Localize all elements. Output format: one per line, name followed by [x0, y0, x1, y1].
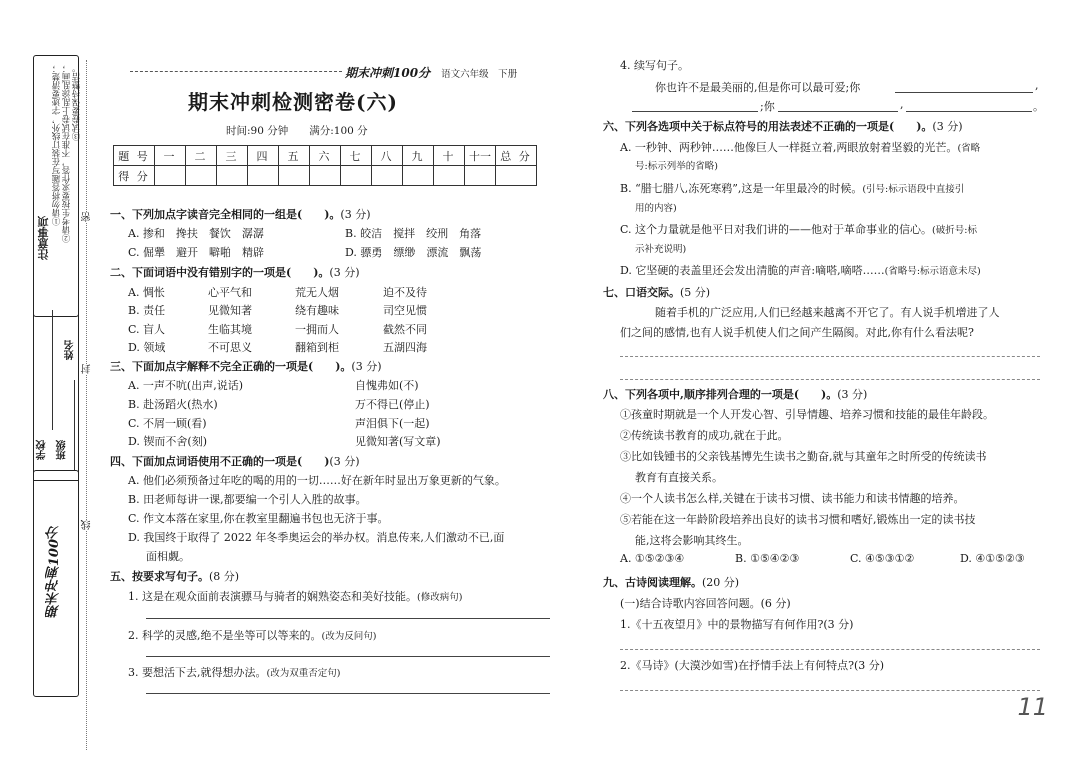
s9-q2-answer-line[interactable]	[620, 690, 1040, 691]
notes-heading: 注意事项	[37, 216, 50, 260]
s8-sentence-2: ②传统读书教育的成功,就在于此。	[620, 429, 789, 442]
header-brand: 期末冲刺100分	[345, 66, 431, 80]
s2-b3: 绕有趣味	[295, 304, 339, 317]
s4-option-b: B. 田老师每讲一课,都要编一个引人入胜的故事。	[128, 493, 367, 506]
section-9-title: 九、古诗阅读理解。(20 分)	[603, 576, 740, 589]
s8-option-b: B. ①⑤④②③	[735, 552, 800, 565]
s6-option-d: D. 它坚硬的表盖里还会发出清脆的声音:嘀嗒,嘀嗒……(省略号:标示语意未尽)	[620, 264, 981, 277]
s6-option-c-note: 示补充说明)	[635, 244, 687, 255]
score-head-cell: 三	[217, 146, 248, 166]
score-head-cell: 一	[155, 146, 186, 166]
s2-d2: 不可思义	[208, 341, 252, 354]
note-1: ①请勿将答题写在装订线外，字迹要清楚；	[52, 64, 62, 226]
s7-paragraph-2: 们之间的感情,也有人说手机使人们之间产生隔阂。对此,你有什么看法呢?	[620, 326, 974, 339]
q4-blank-1[interactable]	[895, 92, 1033, 93]
s8-sentence-4: ④一个人读书怎么样,关键在于读书习惯、读书能力和读书情趣的培养。	[620, 492, 965, 505]
s2-a2: 心平气和	[208, 286, 252, 299]
s2-b1: B. 责任	[128, 304, 166, 317]
s8-sentence-1: ①孩童时期就是一个人开发心智、引导情趣、培养习惯和技能的最佳年龄段。	[620, 408, 994, 421]
score-cell[interactable]	[341, 166, 372, 186]
s8-sentence-3a: ③比如钱锺书的父亲钱基博先生读书之勤奋,就与其童年之时所受的传统读书	[620, 450, 987, 463]
section-4-title: 四、下面加点词语使用不正确的一项是( )(3 分)	[110, 455, 360, 468]
note-2: ②请考生按要求作答，不准在试卷上乱涂乱画；	[62, 64, 72, 243]
q4-line2: ;你	[760, 100, 775, 113]
s8-sentence-3b: 教育有直接关系。	[635, 471, 723, 484]
notes-box	[33, 55, 82, 317]
s8-option-a: A. ①⑤②③④	[620, 552, 685, 565]
section-5-title: 五、按要求写句子。(8 分)	[110, 570, 240, 583]
s6-option-b: B. “腊七腊八,冻死寒鸦”,这是一年里最冷的时候。(引号:标示语段中直接引	[620, 182, 965, 195]
score-cell[interactable]	[372, 166, 403, 186]
score-head-cell: 八	[372, 146, 403, 166]
score-row	[114, 166, 537, 186]
score-cell[interactable]	[279, 166, 310, 186]
s1-option-d: D. 骠勇 缥缈 漂流 飘荡	[345, 246, 482, 259]
s4-option-d-line2: 面相觑。	[146, 550, 190, 563]
section-7-title: 七、口语交际。(5 分)	[603, 286, 711, 299]
s3-a1: A. 一声不吭(出声,说话)	[128, 379, 244, 392]
s4-option-d-line1: D. 我国终于取得了 2022 年冬季奥运会的举办权。消息传来,人们激动不已,面	[128, 531, 505, 544]
s5-q1-answer-line[interactable]	[146, 618, 550, 619]
score-table	[113, 145, 537, 186]
section-6-title: 六、下列各选项中关于标点符号的用法表述不正确的一项是( )。(3 分)	[603, 120, 963, 133]
score-head-cell: 四	[248, 146, 279, 166]
q4-comma-1: ,	[1035, 79, 1039, 92]
header-brand-row	[345, 62, 517, 81]
score-head-cell: 十	[434, 146, 465, 166]
score-cell[interactable]	[403, 166, 434, 186]
s8-option-c: C. ④⑤③①②	[850, 552, 915, 565]
q4-line1: 你也许不是最美丽的,但是你可以最可爱;你	[655, 81, 861, 94]
school-line[interactable]	[52, 310, 53, 430]
s9-q1-answer-line[interactable]	[620, 649, 1040, 650]
s8-sentence-5b: 能,这将会影响其终生。	[635, 534, 749, 547]
score-cell[interactable]	[248, 166, 279, 186]
score-cell[interactable]	[310, 166, 341, 186]
q4-title: 4. 续写句子。	[620, 59, 689, 72]
seal-mi: 密	[82, 212, 93, 222]
score-cell[interactable]	[217, 166, 248, 186]
seal-xian: 线	[82, 520, 93, 530]
s5-q2-answer-line[interactable]	[146, 656, 550, 657]
score-cell[interactable]	[434, 166, 465, 186]
s5-q3-answer-line[interactable]	[146, 693, 550, 694]
s2-b4: 司空见惯	[383, 304, 427, 317]
s3-b1: B. 赴汤蹈火(热水)	[128, 398, 218, 411]
s2-a3: 荒无人烟	[295, 286, 339, 299]
s9-subsection: (一)结合诗歌内容回答问题。(6 分)	[620, 597, 791, 610]
s3-b2: 万不得已(停止)	[355, 398, 430, 411]
s2-c4: 截然不同	[383, 323, 427, 336]
s2-a4: 迫不及待	[383, 286, 427, 299]
section-2-title: 二、下面词语中没有错别字的一项是( )。(3 分)	[110, 266, 360, 279]
q4-blank-3[interactable]	[778, 111, 898, 112]
q4-comma-2: ,	[900, 98, 904, 111]
section-3-title: 三、下面加点字解释不完全正确的一项是( )。(3 分)	[110, 360, 382, 373]
s6-option-a: A. 一秒钟、两秒钟……他像巨人一样挺立着,两眼放射着坚毅的光芒。(省略	[620, 141, 981, 154]
s1-option-a: A. 掺和 搀扶 餐饮 潺潺	[128, 227, 264, 240]
s3-d1: D. 锲而不舍(刻)	[128, 435, 208, 448]
score-head-cell: 二	[186, 146, 217, 166]
s8-sentence-5a: ⑤若能在这一年龄阶段培养出良好的读书习惯和嗜好,锻炼出一定的读书技	[620, 513, 976, 526]
s5-q2: 2. 科学的灵感,绝不是坐等可以等来的。(改为反问句)	[128, 629, 377, 642]
header-rule	[130, 71, 342, 72]
score-head-cell: 题 号	[114, 146, 155, 166]
s1-option-b: B. 皎洁 搅拌 绞刑 角落	[345, 227, 482, 240]
section-1-title: 一、下列加点字读音完全相同的一组是( )。(3 分)	[110, 208, 371, 221]
score-cell[interactable]	[186, 166, 217, 186]
s9-q1: 1.《十五夜望月》中的景物描写有何作用?(3 分)	[620, 618, 854, 631]
s2-a1: A. 惆怅	[128, 286, 165, 299]
s4-option-a: A. 他们必须预备过年吃的喝的用的一切……好在新年时显出万象更新的气象。	[128, 474, 506, 487]
score-cell[interactable]	[465, 166, 496, 186]
s5-q3: 3. 要想活下去,就得想办法。(改为双重否定句)	[128, 666, 341, 679]
page-number: 11	[1017, 693, 1048, 721]
score-head-cell: 六	[310, 146, 341, 166]
s5-q1: 1. 这是在观众面前表演骠马与骑者的娴熟姿态和美好技能。(修改病句)	[128, 590, 463, 603]
name-line[interactable]	[74, 380, 75, 470]
header-course: 语文六年级 下册	[441, 69, 518, 80]
s2-d1: D. 领域	[128, 341, 166, 354]
s1-option-c: C. 倔犟 避开 噼啪 精辟	[128, 246, 265, 259]
strip-brand: 期末冲刺100分	[47, 526, 62, 619]
s2-d3: 翻箱到柜	[295, 341, 339, 354]
score-row-label: 得 分	[114, 166, 155, 186]
section-8-title: 八、下列各项中,顺序排列合理的一项是( )。(3 分)	[603, 388, 868, 401]
s3-d2: 见微知著(写文章)	[355, 435, 441, 448]
seal-feng: 封	[82, 364, 93, 374]
s3-a2: 自愧弗如(不)	[355, 379, 419, 392]
score-head-cell: 十一	[465, 146, 496, 166]
s2-c2: 生临其境	[208, 323, 252, 336]
class-label: 班级	[57, 440, 68, 460]
s2-b2: 见微知著	[208, 304, 252, 317]
s8-option-d: D. ④①⑤②③	[960, 552, 1025, 565]
cut-line	[86, 60, 87, 750]
score-cell[interactable]	[155, 166, 186, 186]
name-label: 姓名	[65, 340, 76, 360]
s2-c3: 一拥而人	[295, 323, 339, 336]
score-head-cell: 七	[341, 146, 372, 166]
s2-d4: 五湖四海	[383, 341, 427, 354]
s2-c1: C. 盲人	[128, 323, 166, 336]
s7-answer-line-2[interactable]	[620, 379, 1040, 380]
q4-blank-4[interactable]	[906, 111, 1032, 112]
school-label: 学校	[37, 440, 48, 460]
score-header-row	[114, 146, 537, 166]
exam-info: 时间:90 分钟 满分:100 分	[226, 125, 368, 137]
page-title: 期末冲刺检测密卷(六)	[188, 90, 398, 114]
s6-option-b-note: 用的内容)	[635, 203, 677, 214]
brand-box	[33, 470, 79, 697]
student-info-box	[33, 300, 79, 481]
s4-option-c: C. 作文本落在家里,你在教室里翻遍书包也无济于事。	[128, 512, 389, 525]
score-head-cell: 五	[279, 146, 310, 166]
note-3: ③试卷要保持整洁。	[72, 64, 82, 141]
s6-option-c: C. 这个力量就是他平日对我们讲的——他对于革命事业的信心。(破折号:标	[620, 223, 977, 236]
s7-paragraph-1: 随着手机的广泛应用,人们已经越来越离不开它了。有人说手机增进了人	[655, 306, 1000, 319]
s3-c2: 声泪俱下(一起)	[355, 417, 430, 430]
q4-period: 。	[1033, 100, 1044, 113]
score-head-cell: 总 分	[496, 146, 537, 166]
q4-blank-2[interactable]	[632, 111, 758, 112]
s3-c1: C. 不屑一顾(看)	[128, 417, 207, 430]
s6-option-a-note: 号:标示列举的省略)	[635, 161, 718, 172]
s7-answer-line-1[interactable]	[620, 356, 1040, 357]
score-cell[interactable]	[496, 166, 537, 186]
s9-q2: 2.《马诗》(大漠沙如雪)在抒情手法上有何特点?(3 分)	[620, 659, 885, 672]
score-head-cell: 九	[403, 146, 434, 166]
